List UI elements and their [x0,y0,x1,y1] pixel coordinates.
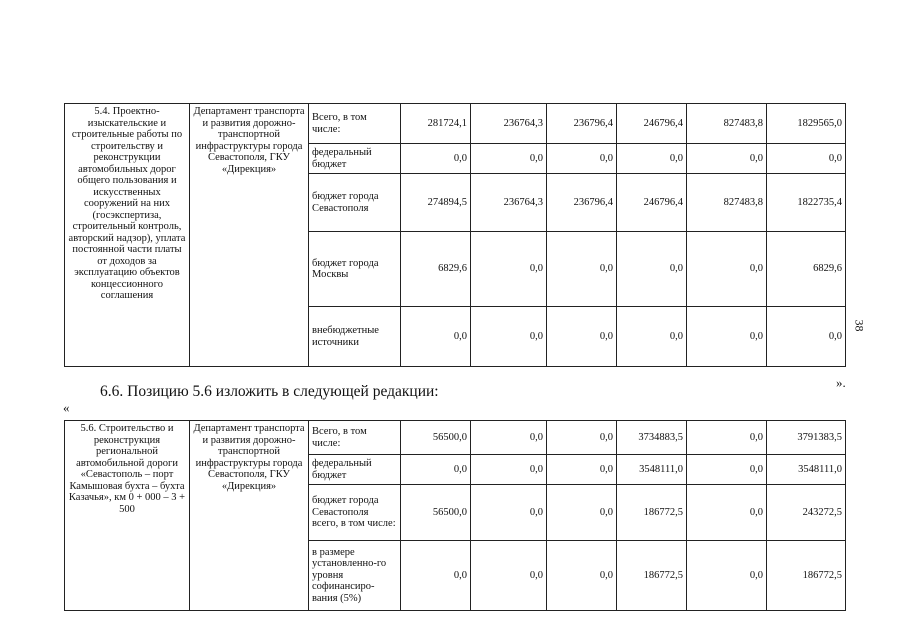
value-cell: 0,0 [617,144,687,174]
value-cell: 236764,3 [471,174,547,232]
value-cell: 0,0 [617,232,687,307]
source-cell: Всего, в том числе: [309,421,401,455]
value-cell: 281724,1 [401,104,471,144]
value-cell: 0,0 [471,485,547,541]
opening-quote: « [63,400,70,415]
total-cell: 3548111,0 [767,455,846,485]
value-cell: 6829,6 [401,232,471,307]
value-cell: 0,0 [547,144,617,174]
source-cell: бюджет города Севастополя [309,174,401,232]
executor-cell: Департамент транспорта и развития дорожно-транспортной инфраструктуры города Севастополя, ГКУ «Дирекция» [190,104,309,367]
value-cell: 236796,4 [547,104,617,144]
total-cell: 0,0 [767,307,846,367]
value-cell: 0,0 [401,455,471,485]
value-cell: 0,0 [687,541,767,611]
value-cell: 0,0 [471,232,547,307]
value-cell: 3734883,5 [617,421,687,455]
amendment-heading: 6.6. Позицию 5.6 изложить в следующей редакции: [100,383,439,400]
value-cell: 0,0 [471,307,547,367]
funding-table-5-4 [64,103,846,367]
value-cell: 236796,4 [547,174,617,232]
value-cell: 56500,0 [401,421,471,455]
value-cell: 274894,5 [401,174,471,232]
value-cell: 236764,3 [471,104,547,144]
total-cell: 3791383,5 [767,421,846,455]
value-cell: 246796,4 [617,104,687,144]
value-cell: 56500,0 [401,485,471,541]
value-cell: 0,0 [401,541,471,611]
value-cell: 827483,8 [687,104,767,144]
source-cell: федеральный бюджет [309,455,401,485]
value-cell: 0,0 [547,232,617,307]
value-cell: 0,0 [547,485,617,541]
value-cell: 0,0 [687,455,767,485]
value-cell: 0,0 [471,541,547,611]
source-cell: внебюджетные источники [309,307,401,367]
page-number: 38 [852,319,867,332]
total-cell: 0,0 [767,144,846,174]
value-cell: 0,0 [471,421,547,455]
value-cell: 3548111,0 [617,455,687,485]
value-cell: 0,0 [687,485,767,541]
total-cell: 243272,5 [767,485,846,541]
value-cell: 0,0 [547,307,617,367]
value-cell: 0,0 [401,144,471,174]
item-name-cell: 5.4. Проектно-изыскательские и строительные работы по строительству и реконструкции автомобильных дорог общего пользования и искусственных сооружений на них (госэкспертиза, строительный контроль, авторский надзор), уплата постоянной части платы от доходов за эксплуатацию объектов концессионного соглашения [65,104,190,367]
value-cell: 0,0 [687,421,767,455]
executor-cell: Департамент транспорта и развития дорожно-транспортной инфраструктуры города Севастополя, ГКУ «Дирекция» [190,421,309,611]
source-cell: в размере установленно-го уровня софинансиро-вания (5%) [309,541,401,611]
funding-table-5-6 [64,420,846,611]
item-name-cell: 5.6. Строительство и реконструкция региональной автомобильной дороги «Севастополь – порт Камышовая бухта – бухта Казачья», км 0 + 000 – 3 + 500 [65,421,190,611]
closing-quote: ». [836,375,846,390]
value-cell: 0,0 [687,307,767,367]
value-cell: 0,0 [687,232,767,307]
value-cell: 186772,5 [617,485,687,541]
value-cell: 0,0 [547,421,617,455]
value-cell: 0,0 [471,144,547,174]
value-cell: 0,0 [401,307,471,367]
total-cell: 1829565,0 [767,104,846,144]
total-cell: 6829,6 [767,232,846,307]
source-cell: бюджет города Севастополя всего, в том числе: [309,485,401,541]
source-cell: Всего, в том числе: [309,104,401,144]
value-cell: 0,0 [471,455,547,485]
value-cell: 186772,5 [617,541,687,611]
value-cell: 0,0 [687,144,767,174]
total-cell: 186772,5 [767,541,846,611]
value-cell: 0,0 [617,307,687,367]
source-cell: бюджет города Москвы [309,232,401,307]
value-cell: 0,0 [547,455,617,485]
total-cell: 1822735,4 [767,174,846,232]
source-cell: федеральный бюджет [309,144,401,174]
value-cell: 0,0 [547,541,617,611]
value-cell: 827483,8 [687,174,767,232]
value-cell: 246796,4 [617,174,687,232]
